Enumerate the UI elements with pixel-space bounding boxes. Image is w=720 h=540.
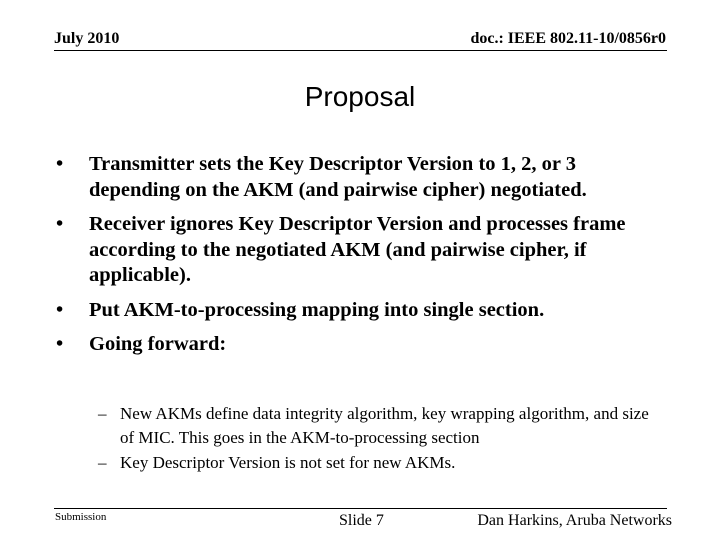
bullet-text: Put AKM-to-processing mapping into single section. [89, 298, 545, 321]
header-date: July 2010 [54, 30, 120, 47]
bullet-item [56, 152, 666, 203]
sub-bullet-marker: – [98, 404, 107, 423]
header-doc-id: doc.: IEEE 802.11-10/0856r0 [470, 30, 666, 47]
bullet-item [56, 298, 666, 324]
slide-title: Proposal [304, 81, 416, 112]
footer-submission-label: Submission [55, 511, 107, 523]
sub-bullet-text: New AKMs define data integrity algorithm, key wrapping algorithm, and size of MIC. This goes in the AKM-to-processing section [120, 404, 649, 447]
bullet-item [56, 212, 666, 289]
sub-bullet-marker: – [98, 453, 107, 472]
footer-divider [54, 508, 667, 509]
bullet-text: Going forward: [89, 333, 227, 355]
bullet-text: Receiver ignores Key Descriptor Version and processes frame according to the negotiated AKM (and pairwise cipher, if applicable). [89, 213, 626, 286]
bullet-marker: • [56, 333, 64, 355]
bullet-text: Transmitter sets the Key Descriptor Version to 1, 2, or 3 depending on the AKM (and pairwise cipher) negotiated. [89, 153, 587, 201]
bullet-marker: • [56, 213, 64, 235]
footer-author: Dan Harkins, Aruba Networks [477, 512, 672, 529]
bullet-marker: • [56, 153, 64, 175]
sub-bullet-list [98, 402, 658, 476]
sub-bullet-text: Key Descriptor Version is not set for new AKMs. [120, 453, 456, 472]
header-divider [54, 50, 667, 51]
bullet-marker: • [56, 298, 64, 321]
sub-bullet-item [98, 451, 658, 475]
bullet-list [56, 152, 666, 367]
footer-slide-number: Slide 7 [339, 512, 384, 529]
bullet-item [56, 332, 666, 358]
sub-bullet-item [98, 402, 658, 450]
